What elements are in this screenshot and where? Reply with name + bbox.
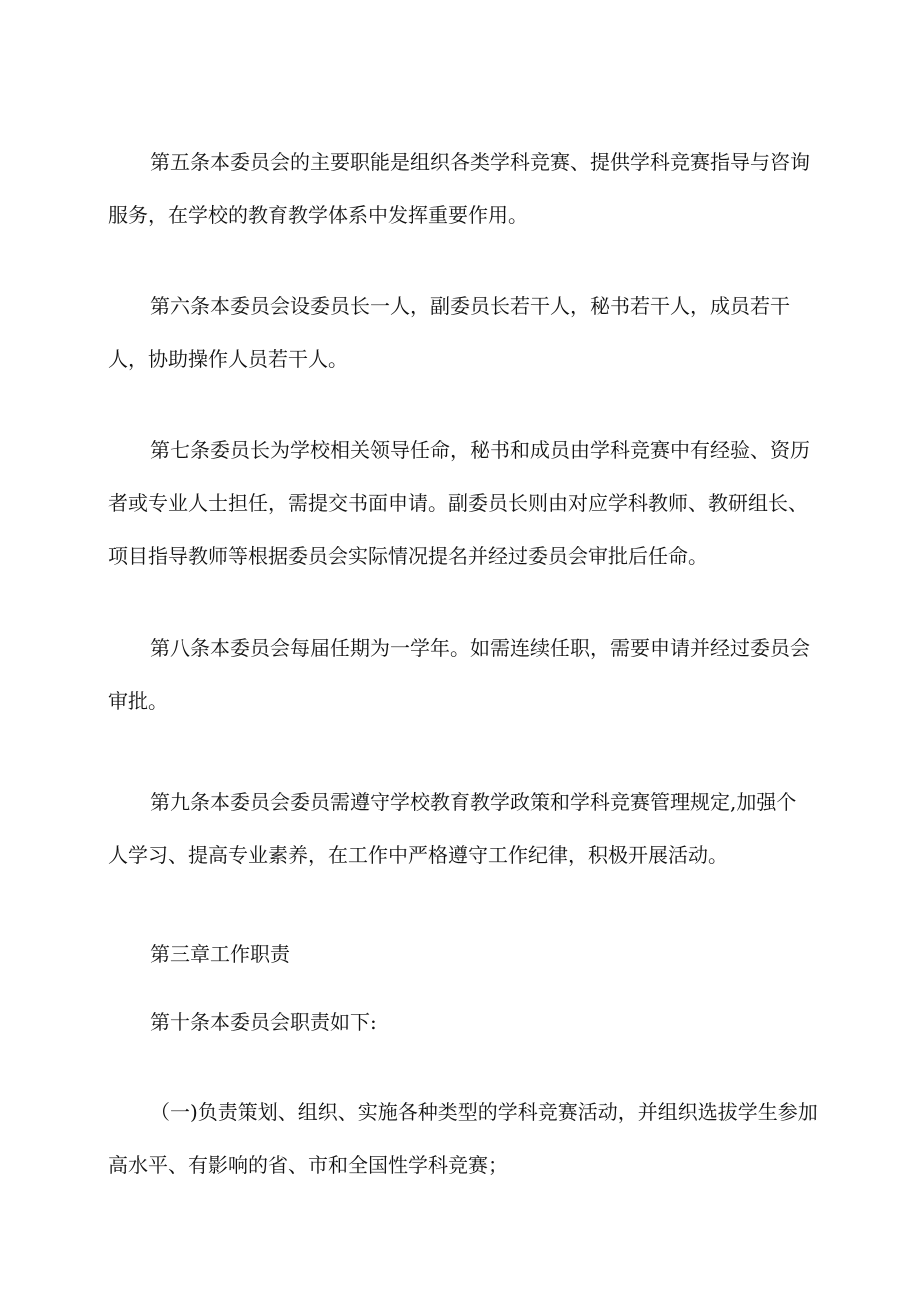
article-9-line-2: 人学习、提高专业素养，在工作中严格遵守工作纪律，积极开展活动。	[108, 843, 728, 867]
duty-1-paragraph	[108, 1086, 820, 1192]
chapter-3-heading	[108, 928, 820, 981]
article-9-line-1: 第九条本委员会委员需遵守学校教育教学政策和学科竞赛管理规定,加强个	[150, 790, 797, 814]
article-6-line-2: 人，协助操作人员若干人。	[108, 347, 348, 371]
article-10-line-1: 第十条本委员会职责如下:	[150, 1010, 377, 1034]
article-7-line-1: 第七条委员长为学校相关领导任命，秘书和成员由学科竞赛中有经验、资历	[150, 438, 810, 462]
article-10-paragraph	[108, 996, 820, 1049]
duty-1-line-2: 高水平、有影响的省、市和全国性学科竞赛；	[108, 1153, 508, 1177]
article-5-line-2: 服务，在学校的教育教学体系中发挥重要作用。	[108, 203, 528, 227]
article-6-paragraph	[108, 280, 820, 386]
article-6-line-1: 第六条本委员会设委员长一人，副委员长若干人，秘书若干人，成员若干	[150, 294, 790, 318]
duty-1-line-1: （一)负责策划、组织、实施各种类型的学科竞赛活动，并组织选拔学生参加	[150, 1100, 818, 1124]
article-8-line-2: 审批。	[108, 689, 168, 713]
article-8-paragraph	[108, 622, 820, 728]
chapter-3-heading-text: 第三章工作职责	[150, 942, 290, 966]
article-7-line-2: 者或专业人士担任，需提交书面申请。副委员长则由对应学科教师、教研组长、	[108, 491, 808, 515]
article-7-paragraph	[108, 424, 820, 583]
article-5-line-1: 第五条本委员会的主要职能是组织各类学科竞赛、提供学科竞赛指导与咨询	[150, 150, 810, 174]
article-9-paragraph	[108, 776, 820, 882]
article-7-line-3: 项目指导教师等根据委员会实际情况提名并经过委员会审批后任命。	[108, 544, 708, 568]
article-5-paragraph	[108, 136, 820, 242]
article-8-line-1: 第八条本委员会每届任期为一学年。如需连续任职，需要申请并经过委员会	[150, 636, 810, 660]
